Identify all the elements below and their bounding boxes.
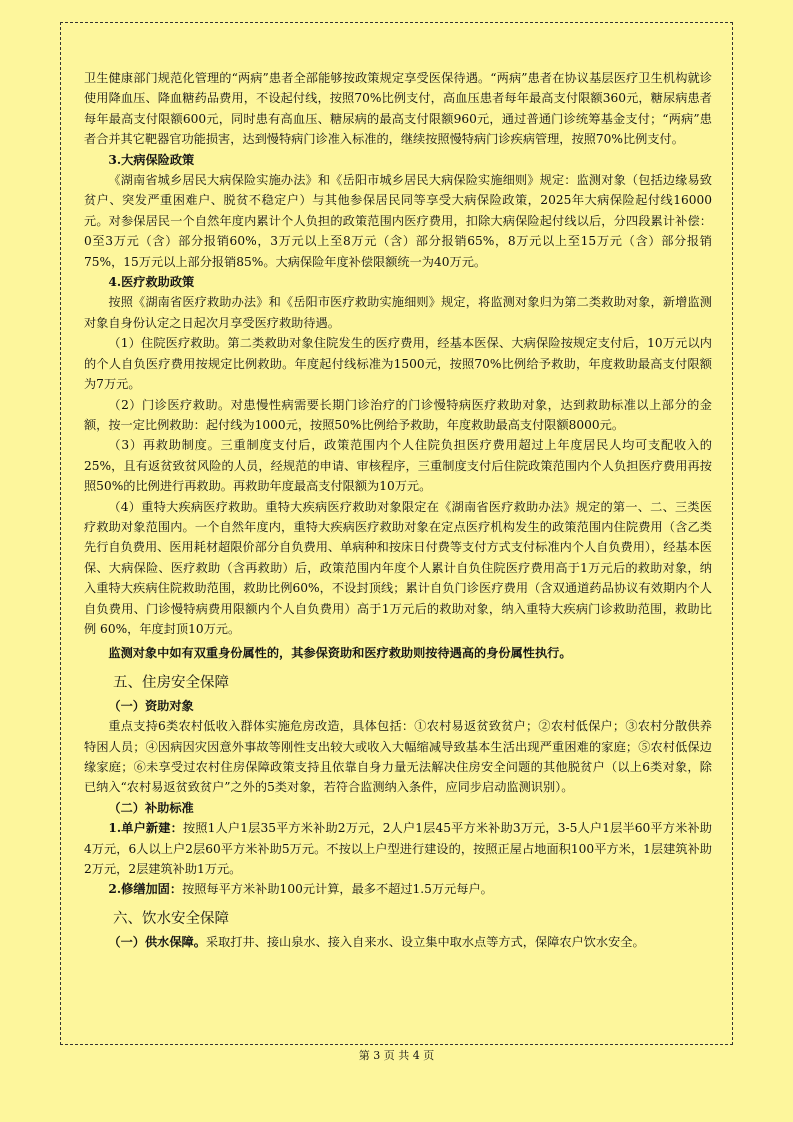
paragraph [84, 395, 712, 436]
document-body [84, 68, 712, 952]
item-heading: 1.单户新建： [108, 821, 183, 836]
paragraph: 《湖南省城乡居民大病保险实施办法》和《岳阳市城乡居民大病保险实施细则》规定：监测对象（包括边缘易致贫户、突发严重困难户、脱贫不稳定户）与其他参保居民同等享受大病保险政策，2025年大病保险起付线16000元。对参保居民一个自然年度内累计个人负担的政策范围内医疗费用，扣除大病保险起付线以后，分四段累计补偿：0至3万元（含）部分报销60%，3万元以上至8万元（含）部分报销65%，8万元以上至15万元（含）部分报销75%，15万元以上部分报销85%。大病保险年度补偿限额统一为40万元。 [84, 173, 712, 269]
page-number: 第 3 页 共 4 页 [358, 1049, 435, 1062]
paragraph [84, 333, 712, 394]
item-heading: 2.修缮加固： [108, 882, 183, 897]
chapter-heading: 五、住房安全保障 [113, 674, 229, 691]
item-heading: （一）供水保障。 [108, 934, 206, 949]
item-text: 按照每平方米补助100元计算，最多不超过1.5万元每户。 [182, 882, 493, 897]
item-text: 按照1人户1层35平方米补助2万元，2人户1层45平方米补助3万元，3-5人户1层半60平方米补助4万元，6人以上户2层60平方米补助5万元。不按以上户型进行建设的，按照正屋占地面积100平方米，1层建筑补助2万元，2层建筑补助1万元。 [84, 821, 712, 877]
item-heading: （4）重特大疾病医疗救助。 [108, 499, 266, 514]
item-heading: （1）住院医疗救助。 [108, 336, 228, 351]
section-heading: 3.大病保险政策 [108, 152, 195, 167]
paragraph [84, 879, 712, 899]
paragraph [84, 497, 712, 640]
item-heading: （3）再救助制度。 [108, 438, 221, 453]
subsection-heading: （一）资助对象 [108, 698, 194, 713]
section-heading: 4.医疗救助政策 [108, 275, 195, 290]
paragraph [84, 932, 712, 952]
subsection-heading: （二）补助标准 [108, 800, 194, 815]
paragraph [84, 435, 712, 496]
item-text: 重特大疾病医疗救助对象限定在《湖南省医疗救助办法》规定的第一、二、三类医疗救助对象范围内。一个自然年度内，重特大疾病医疗救助对象在定点医疗机构发生的政策范围内住院费用（含乙类先行自负费用、医用耗材超限价部分自负费用、单病种和按床日付费等支付方式支付标准内个人自负费用），经基本医保、大病保险、医疗救助（含再救助）后，政策范围内年度个人累计自负住院医疗费用高于1万元后的救助对象，纳入重特大疾病住院救助范围，救助比例60%，不设封顶线；累计自负门诊医疗费用（含双通道药品协议有效期内个人自负费用、门诊慢特病费用限额内个人自负费用）高于1万元后的救助对象，纳入重特大疾病门诊救助范围，救助比例 60%，年度封顶10万元。 [84, 499, 713, 636]
item-text: 采取打井、接山泉水、接入自来水、设立集中取水点等方式，保障农户饮水安全。 [205, 934, 645, 949]
paragraph: 重点支持6类农村低收入群体实施危房改造，具体包括：①农村易返贫致贫户；②农村低保户；③农村分散供养特困人员；④因病因灾因意外事故等刚性支出较大或收入大幅缩减导致基本生活出现严重困难的家庭；⑤农村低保边缘家庭；⑥未享受过农村住房保障政策支持且依靠自身力量无法解决住房安全问题的其他脱贫户（以上6类对象，除已纳入“农村易返贫致贫户”之外的5类对象，若符合监测纳入条件，应同步启动监测识别）。 [84, 719, 712, 795]
paragraph [84, 818, 712, 879]
item-heading: （2）门诊医疗救助。 [108, 397, 231, 412]
item-text: 第二类救助对象住院发生的医疗费用，经基本医保、大病保险按规定支付后，10万元以内的个人自负医疗费用按规定比例救助。年度起付线标准为1500元，按照70%比例给予救助，年度救助最高支付限额为7万元。 [84, 336, 712, 392]
item-text: 对患慢性病需要长期门诊治疗的门诊慢特病医疗救助对象，达到救助标准以上部分的金额，按一定比例救助：起付线为1000元，按照50%比例给予救助，年度救助最高支付限额8000元。 [84, 397, 712, 432]
item-text: 三重制度支付后，政策范围内个人住院负担医疗费用超过上年度居民人均可支配收入的25%，且有返贫致贫风险的人员，经规范的申请、审核程序，三重制度支付后住院政策范围内个人负担医疗费用再按照50%的比例进行再救助。再救助年度最高支付限额为10万元。 [84, 438, 712, 494]
paragraph: 按照《湖南省医疗救助办法》和《岳阳市医疗救助实施细则》规定，将监测对象归为第二类救助对象，新增监测对象自身份认定之日起次月享受医疗救助待遇。 [84, 295, 712, 330]
chapter-heading: 六、饮水安全保障 [113, 910, 229, 927]
paragraph-bold: 监测对象中如有双重身份属性的，其参保资助和医疗救助则按待遇高的身份属性执行。 [108, 646, 572, 661]
paragraph: 卫生健康部门规范化管理的“两病”患者全部能够按政策规定享受医保待遇。“两病”患者在协议基层医疗卫生机构就诊使用降血压、降血糖药品费用，不设起付线，按照70%比例支付，高血压患者每年最高支付限额360元，糖尿病患者每年最高支付限额600元，同时患有高血压、糖尿病的最高支付限额960元，通过普通门诊统筹基金支付；“两病”患者合并其它靶器官功能损害，达到慢特病门诊准入标准的，继续按照慢特病门诊疾病管理，按照70%比例支付。 [84, 71, 712, 147]
